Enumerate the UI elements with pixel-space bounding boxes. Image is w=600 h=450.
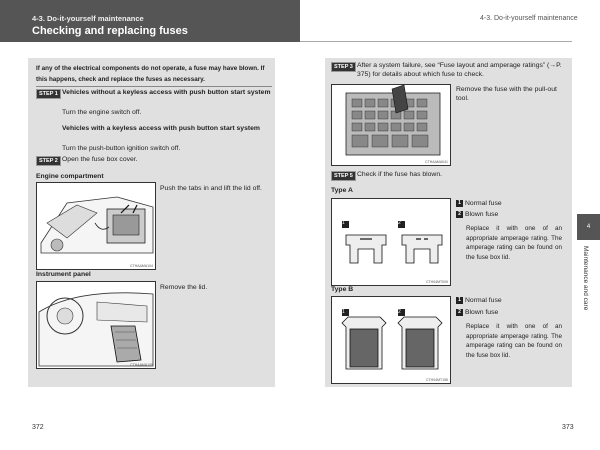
instrument-illustration [37,282,155,368]
chapter-tab: 4 [577,214,600,240]
step-3-badge: STEP 3 [331,62,356,72]
step-2-text: Open the fuse box cover. [62,156,138,163]
header-divider [300,41,572,42]
type-a-image-code: CTH04MT009 [426,280,448,284]
intro-text: If any of the electrical components do not operate, a fuse may have blown. If this happens, check and replace the fuses as necessary. [36,65,265,83]
engine-compartment-image [36,182,156,270]
type-a-num-2: 2 [456,211,463,218]
page-title: Checking and replacing fuses [32,25,188,37]
chapter-side-label: Maintenance and care [582,246,589,311]
type-b-num-2: 2 [456,309,463,316]
instrument-panel-text: Remove the lid. [160,284,208,291]
type-a-normal-fuse [456,199,502,208]
intro-divider [36,86,272,87]
type-b-label-1: 1 [342,309,345,315]
type-a-image [331,198,451,286]
step-1-text-1: Turn the engine switch off. [62,109,142,116]
step-5-text: Check if the fuse has blown. [357,171,443,178]
type-a-blown-label: Blown fuse [465,211,499,218]
step-1-heading-keyless: Vehicles with a keyless access with push button start system [62,125,260,132]
right-section-label: 4-3. Do-it-yourself maintenance [480,15,578,22]
type-b-blown-fuse [456,308,498,317]
type-b-fuse-illustration [332,297,450,383]
type-a-label-1: 1 [342,220,345,226]
engine-image-code: CTHAAMA104 [130,264,153,268]
instrument-panel-image [36,281,156,369]
page-number-left: 372 [32,424,44,431]
instrument-image-code: CTHAAMA105 [130,363,153,367]
type-a-num-1: 1 [456,200,463,207]
type-a-label-2: 2 [398,220,401,226]
step-4-text: Remove the fuse with the pull-out tool. [456,86,557,102]
instrument-panel-heading: Instrument panel [36,271,91,278]
type-a-fuse-illustration [332,199,450,285]
step-1-badge: STEP 1 [36,89,61,99]
fuse-removal-image-code: CTHAAMA041 [425,160,448,164]
step-2-badge: STEP 2 [36,156,61,166]
engine-illustration [37,183,155,269]
type-a-note: Replace it with one of an appropriate amperage rating. The amperage rating can be found on the fuse box lid. [466,225,562,261]
type-a-blown-fuse [456,210,498,219]
header-bar [0,0,300,42]
step-3-text: After a system failure, see “Fuse layout and amperage ratings” (→P. 375) for details about which fuse to check. [357,62,562,78]
type-b-num-1: 1 [456,297,463,304]
type-b-note: Replace it with one of an appropriate amperage rating. The amperage rating can be found on the fuse box lid. [466,323,562,359]
step-1-heading-no-keyless: Vehicles without a keyless access with push button start system [62,89,271,96]
type-b-normal-fuse [456,296,502,305]
type-b-image-code: CTH04MT155 [426,378,448,382]
type-a-normal-label: Normal fuse [465,200,502,207]
type-b-label-2: 2 [398,309,401,315]
type-b-blown-label: Blown fuse [465,309,499,316]
engine-compartment-text: Push the tabs in and lift the lid off. [160,185,262,192]
page-number-right: 373 [562,424,574,431]
section-label: 4-3. Do-it-yourself maintenance [32,14,144,23]
type-b-image [331,296,451,384]
type-a-heading: Type A [331,187,353,194]
fuse-box-illustration [332,85,450,165]
type-b-normal-label: Normal fuse [465,297,502,304]
step-5-badge: STEP 5 [331,171,356,181]
fuse-removal-image [331,84,451,166]
type-b-heading: Type B [331,286,354,293]
engine-compartment-heading: Engine compartment [36,173,104,180]
step-1-text-2: Turn the push-button ignition switch off. [62,145,181,152]
